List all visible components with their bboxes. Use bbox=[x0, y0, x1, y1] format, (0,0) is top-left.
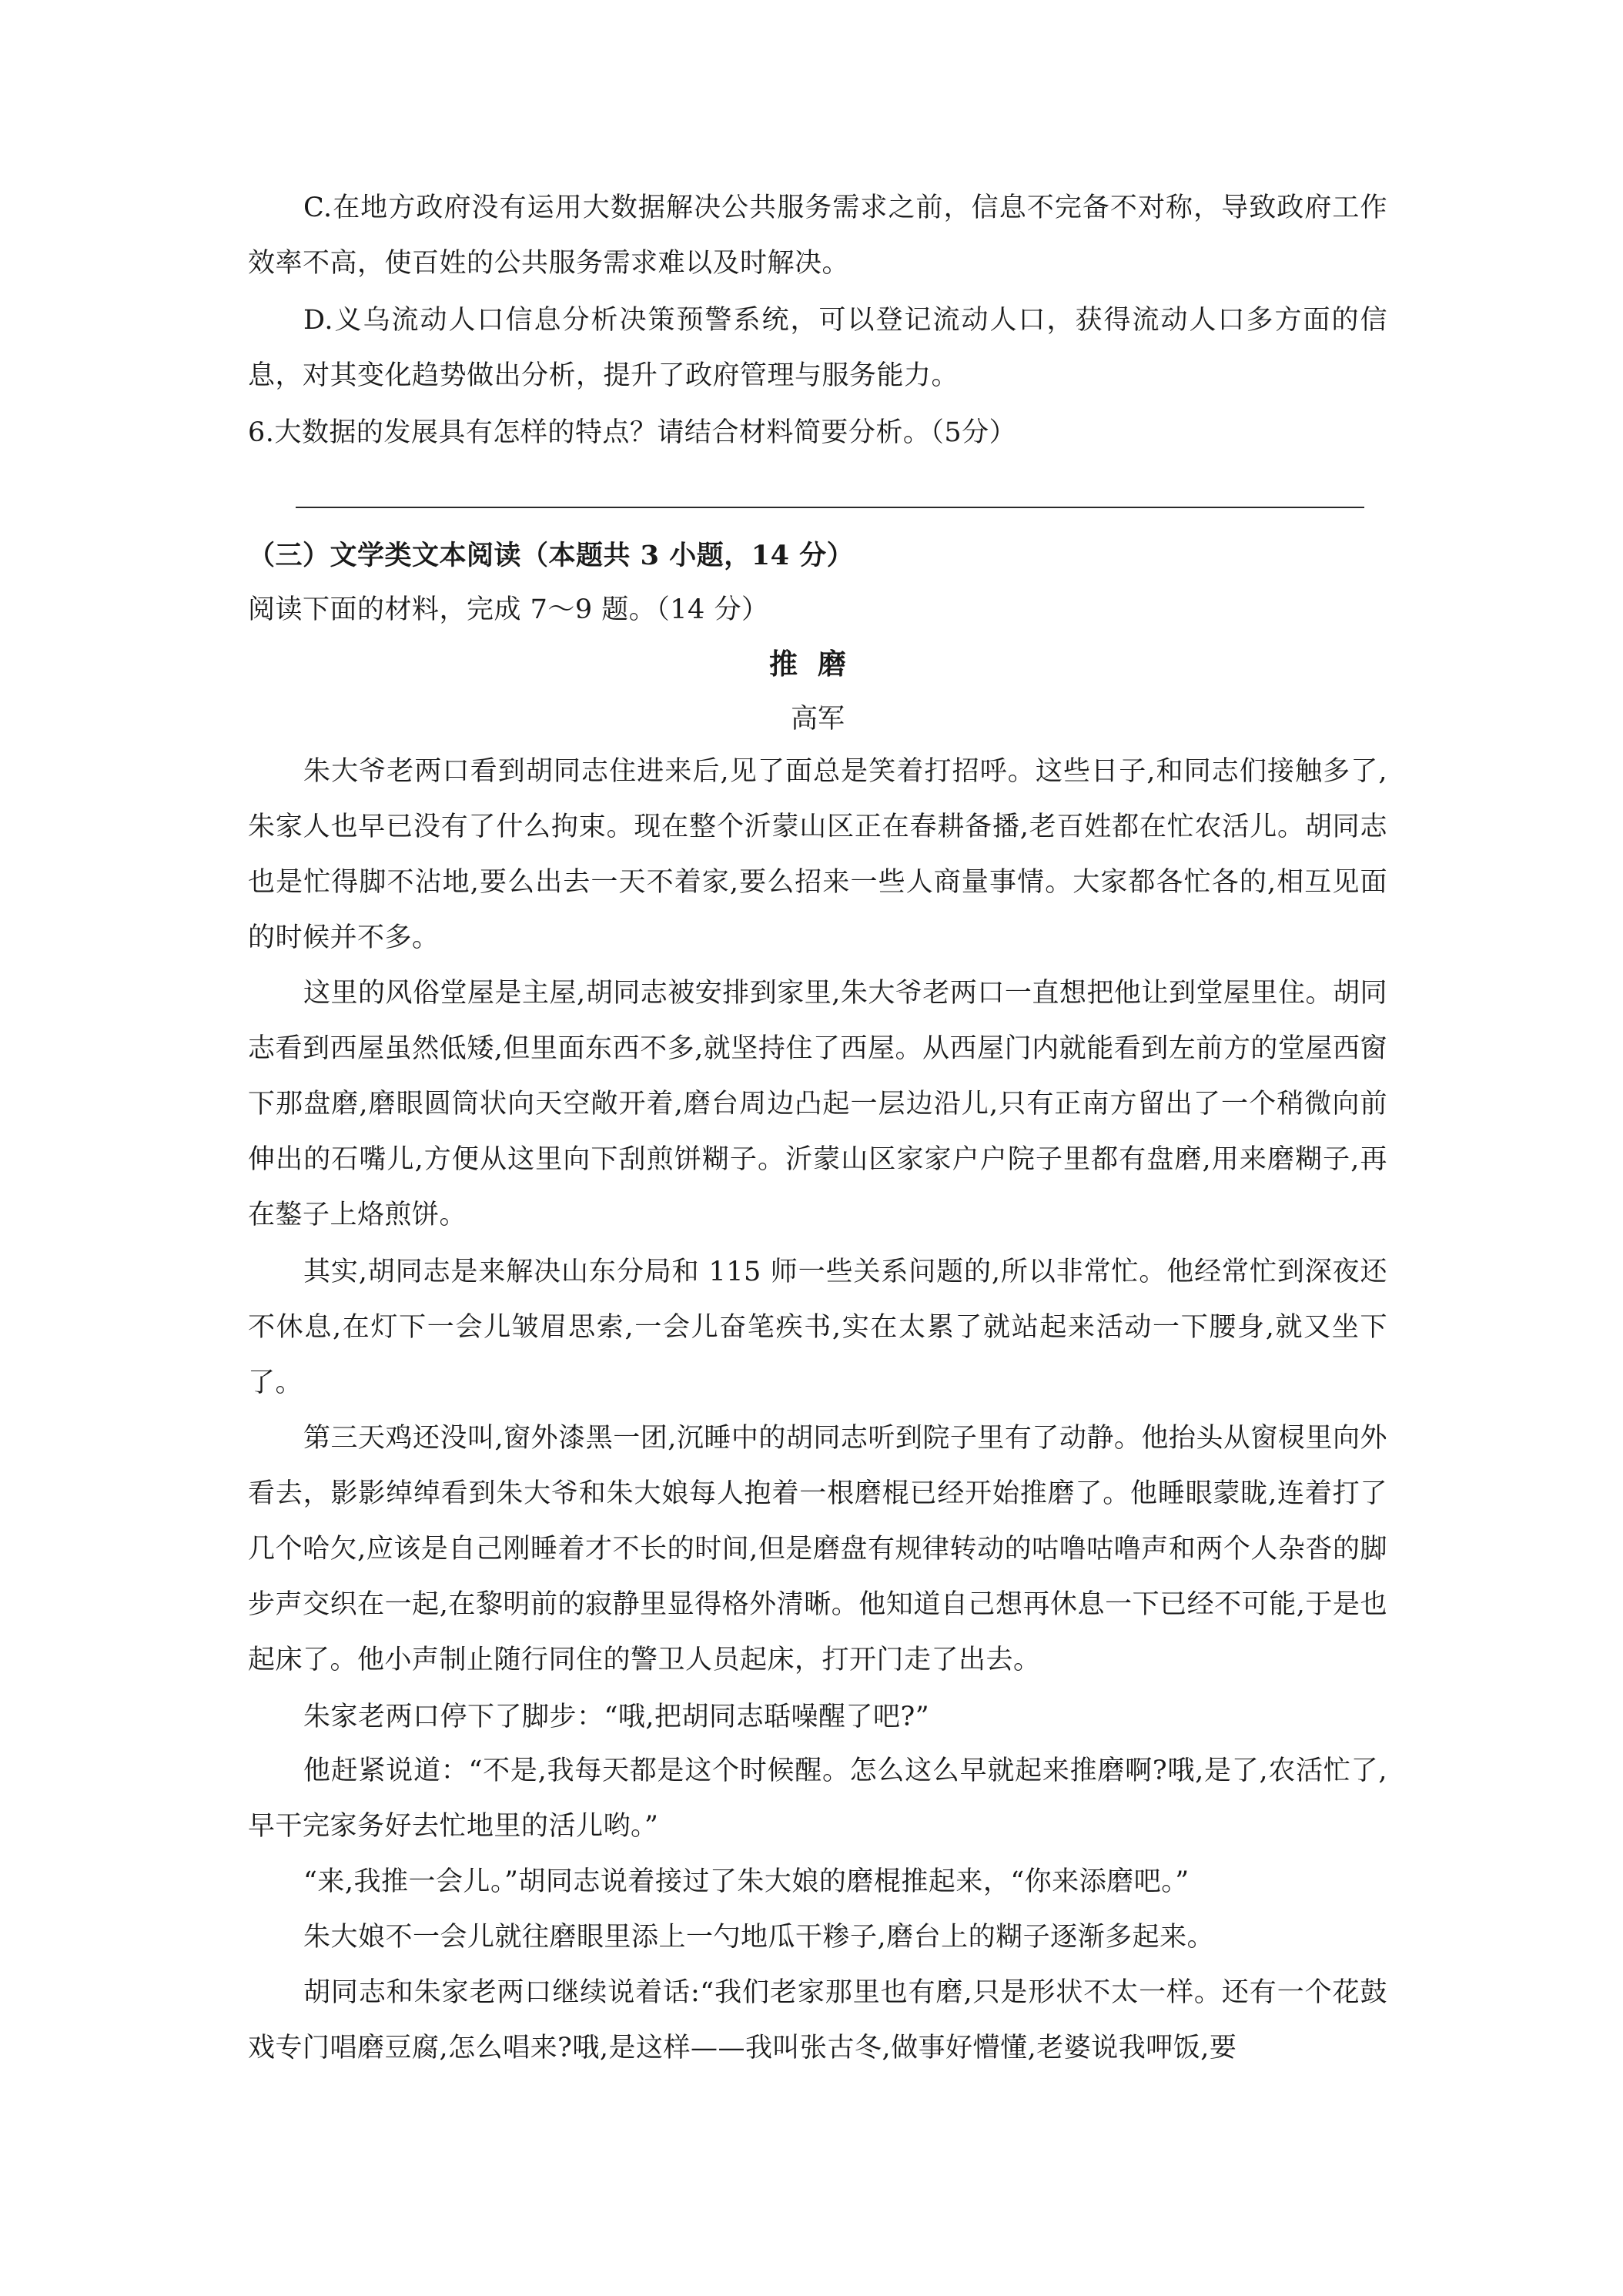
option-d: D.义乌流动人口信息分析决策预警系统，可以登记流动人口，获得流动人口多方面的信息，对其变化趋势做出分析，提升了政府管理与服务能力。 bbox=[248, 305, 1387, 391]
story-paragraph: 其实,胡同志是来解决山东分局和 115 师一些关系问题的,所以非常忙。他经常忙到深夜还不休息,在灯下一会儿皱眉思索,一会儿奋笔疾书,实在太累了就站起来活动一下腰身,就又坐下了。 bbox=[248, 1257, 1387, 1398]
section-heading: （三）文学类文本阅读（本题共 3 小题，14 分） bbox=[248, 540, 855, 571]
story-paragraph: 朱大娘不一会儿就往磨眼里添上一勺地瓜干糁子,磨台上的糊子逐渐多起来。 bbox=[303, 1922, 1215, 1953]
story-paragraph: 朱大爷老两口看到胡同志住进来后,见了面总是笑着打招呼。这些日子,和同志们接触多了,朱家人也早已没有了什么拘束。现在整个沂蒙山区正在春耕备播,老百姓都在忙农活儿。胡同志也是忙得脚不沾地,要么出去一天不着家,要么招来一些人商量事情。大家都各忙各的,相互见面的时候并不多。 bbox=[248, 756, 1387, 953]
story-paragraph: 第三天鸡还没叫,窗外漆黑一团,沉睡中的胡同志听到院子里有了动静。他抬头从窗棂里向外看去，影影绰绰看到朱大爷和朱大娘每人抱着一根磨棍已经开始推磨了。他睡眼蒙眬,连着打了几个哈欠,应该是自己刚睡着才不长的时间,但是磨盘有规律转动的咕噜咕噜声和两个人杂沓的脚步声交织在一起,在黎明前的寂静里显得格外清晰。他知道自己想再休息一下已经不可能,于是也起床了。他小声制止随行同住的警卫人员起床，打开门走了出去。 bbox=[248, 1423, 1387, 1675]
story-title: 推磨 bbox=[769, 647, 866, 681]
story-paragraph: 朱家老两口停下了脚步：“哦,把胡同志聒噪醒了吧?” bbox=[303, 1702, 930, 1732]
section-instruction: 阅读下面的材料，完成 7～9 题。（14 分） bbox=[248, 594, 769, 625]
story-paragraph: 胡同志和朱家老两口继续说着话:“我们老家那里也有磨,只是形状不太一样。还有一个花鼓戏专门唱磨豆腐,怎么唱来?哦,是这样——我叫张古冬,做事好懵懂,老婆说我呷饭,要 bbox=[248, 1977, 1387, 2063]
question-6: 6.大数据的发展具有怎样的特点？请结合材料简要分析。（5分） bbox=[248, 417, 1017, 448]
answer-line bbox=[296, 507, 1364, 508]
story-paragraph: 这里的风俗堂屋是主屋,胡同志被安排到家里,朱大爷老两口一直想把他让到堂屋里住。胡同志看到西屋虽然低矮,但里面东西不多,就坚持住了西屋。从西屋门内就能看到左前方的堂屋西窗下那盘磨,磨眼圆筒状向天空敞开着,磨台周边凸起一层边沿儿,只有正南方留出了一个稍微向前伸出的石嘴儿,方便从这里向下刮煎饼糊子。沂蒙山区家家户户院子里都有盘磨,用来磨糊子,再在鏊子上烙煎饼。 bbox=[248, 978, 1387, 1230]
option-c: C.在地方政府没有运用大数据解决公共服务需求之前，信息不完备不对称，导致政府工作效率不高，使百姓的公共服务需求难以及时解决。 bbox=[248, 192, 1387, 279]
story-paragraph: 他赶紧说道：“不是,我每天都是这个时候醒。怎么这么早就起来推磨啊?哦,是了,农活忙了,早干完家务好去忙地里的活儿哟。” bbox=[248, 1755, 1387, 1842]
story-author: 高军 bbox=[790, 704, 845, 735]
story-paragraph: “来,我推一会儿。”胡同志说着接过了朱大娘的磨棍推起来，“你来添磨吧。” bbox=[303, 1866, 1190, 1897]
